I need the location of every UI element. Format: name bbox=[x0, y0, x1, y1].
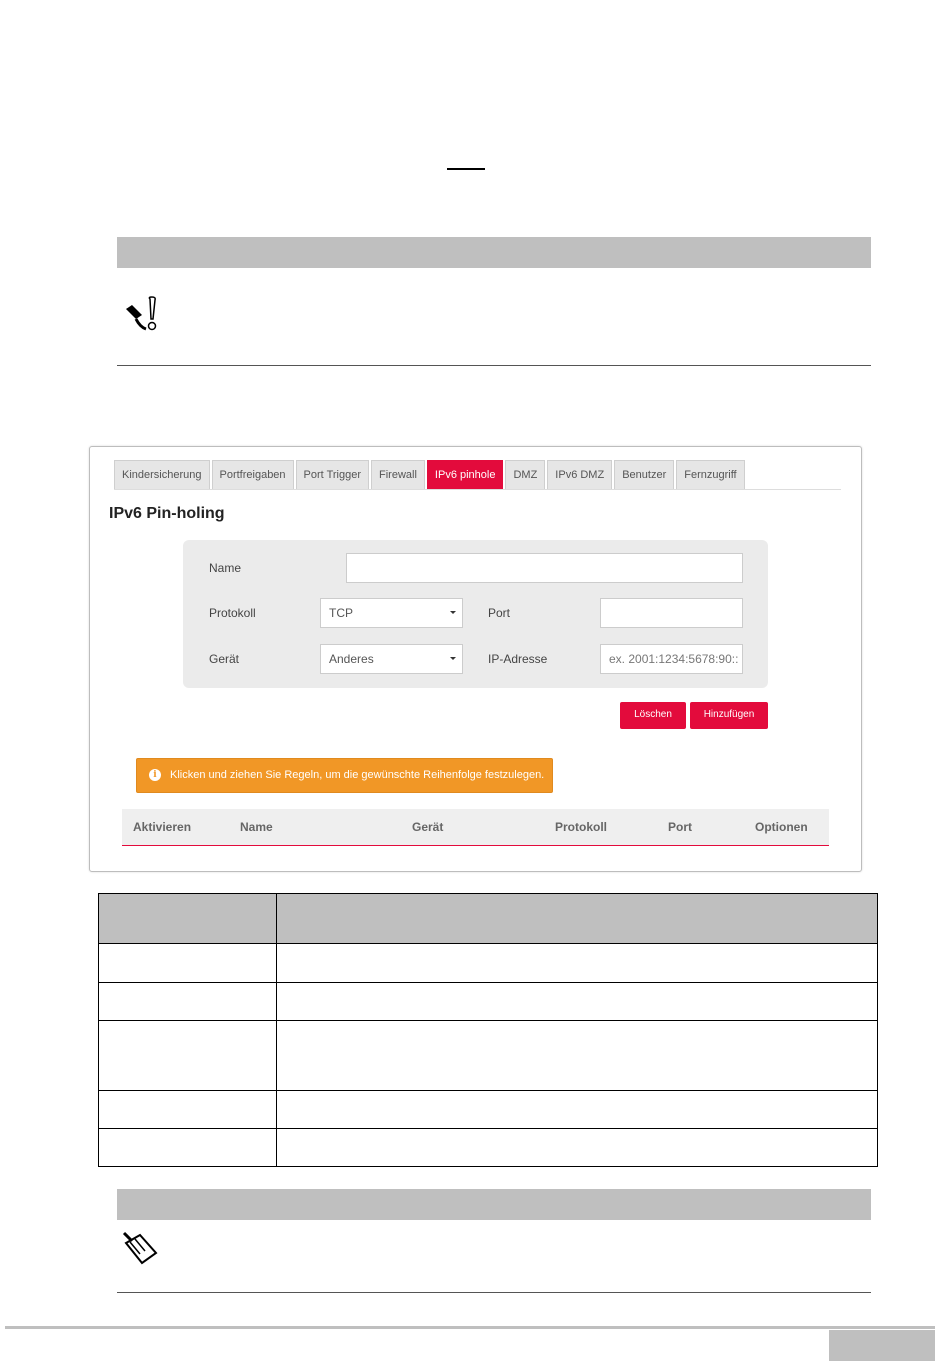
footer-page-block bbox=[829, 1330, 935, 1361]
device-label: Gerät bbox=[209, 652, 240, 666]
tab-bar bbox=[114, 460, 747, 490]
tab-firewall[interactable]: Firewall bbox=[371, 460, 425, 490]
description-table-header bbox=[99, 894, 877, 944]
table-row-divider bbox=[99, 1128, 877, 1129]
note-clipboard-icon bbox=[120, 1229, 164, 1267]
page-title: IPv6 Pin-holing bbox=[109, 505, 225, 522]
footer-rule bbox=[5, 1326, 935, 1329]
note-bottom-rule bbox=[117, 1292, 871, 1293]
protocol-value: TCP bbox=[329, 606, 353, 620]
tab-ipv6-dmz[interactable]: IPv6 DMZ bbox=[547, 460, 612, 490]
tab-dmz[interactable]: DMZ bbox=[505, 460, 545, 490]
rules-table-header bbox=[122, 809, 829, 846]
column-header-device[interactable]: Gerät bbox=[412, 820, 444, 834]
table-row-divider bbox=[99, 982, 877, 983]
warning-exclamation-icon bbox=[122, 295, 164, 333]
tab-fernzugriff[interactable]: Fernzugriff bbox=[676, 460, 744, 490]
table-row-divider bbox=[99, 1020, 877, 1021]
dropdown-caret-icon bbox=[450, 657, 456, 660]
info-banner bbox=[136, 758, 553, 793]
tab-bar-underline bbox=[114, 489, 841, 490]
tab-kindersicherung[interactable]: Kindersicherung bbox=[114, 460, 210, 490]
column-header-activate[interactable]: Aktivieren bbox=[133, 820, 192, 834]
port-label: Port bbox=[488, 606, 511, 620]
info-icon: i bbox=[149, 769, 161, 781]
name-label: Name bbox=[209, 561, 242, 575]
dropdown-caret-icon bbox=[450, 611, 456, 614]
add-button[interactable]: Hinzufügen bbox=[690, 702, 768, 729]
title-underline bbox=[447, 168, 485, 170]
column-header-name[interactable]: Name bbox=[240, 820, 273, 834]
table-row-divider bbox=[99, 1090, 877, 1091]
tab-benutzer[interactable]: Benutzer bbox=[614, 460, 674, 490]
table-column-divider bbox=[276, 894, 277, 1166]
tab-port-trigger[interactable]: Port Trigger bbox=[296, 460, 369, 490]
protocol-select[interactable] bbox=[320, 598, 463, 628]
ip-address-input[interactable]: ex. 2001:1234:5678:90:: bbox=[600, 644, 743, 674]
info-text: Klicken und ziehen Sie Regeln, um die gewünschte Reihenfolge festzulegen. bbox=[170, 769, 545, 781]
column-header-options[interactable]: Optionen bbox=[755, 820, 808, 834]
protocol-label: Protokoll bbox=[209, 606, 256, 620]
delete-button[interactable]: Löschen bbox=[620, 702, 686, 729]
port-input[interactable] bbox=[600, 598, 743, 628]
ip-address-label: IP-Adresse bbox=[488, 652, 548, 666]
tab-portfreigaben[interactable]: Portfreigaben bbox=[212, 460, 294, 490]
description-table bbox=[98, 893, 878, 1167]
warning-bottom-rule bbox=[117, 365, 871, 366]
column-header-port[interactable]: Port bbox=[668, 820, 692, 834]
device-select[interactable] bbox=[320, 644, 463, 674]
note-header-bar bbox=[117, 1189, 871, 1220]
column-header-protocol[interactable]: Protokoll bbox=[555, 820, 608, 834]
tab-ipv6-pinhole[interactable]: IPv6 pinhole bbox=[427, 460, 504, 490]
name-input[interactable] bbox=[346, 553, 743, 583]
device-value: Anderes bbox=[329, 652, 374, 666]
warning-header-bar bbox=[117, 237, 871, 268]
